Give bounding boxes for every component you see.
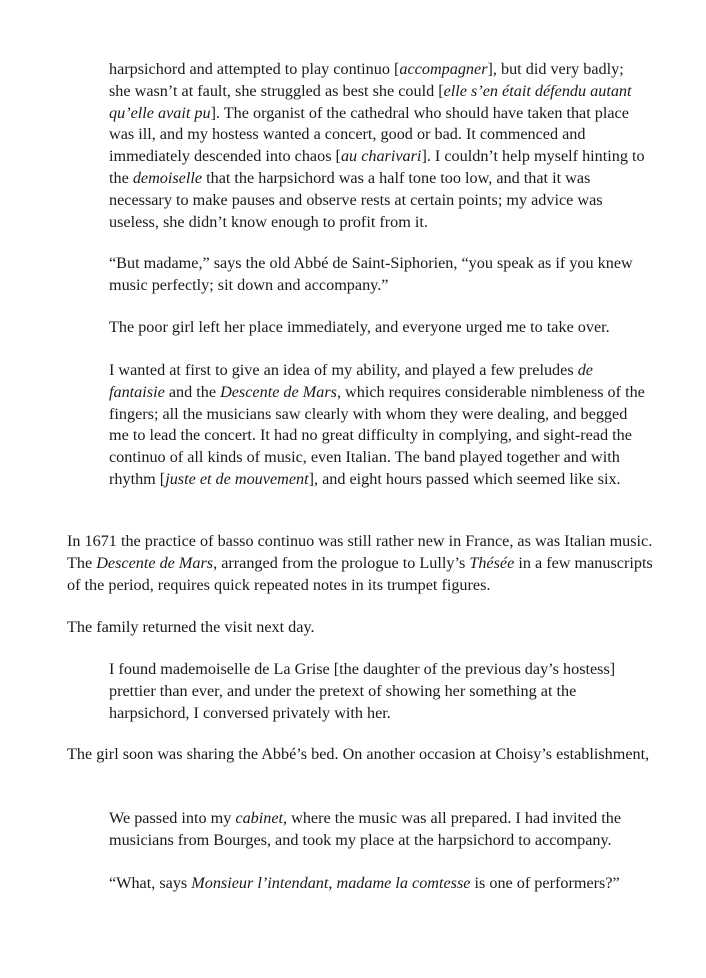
block-quote-poor-girl: The poor girl left her place immediately, and everyone urged me to take over.: [109, 318, 610, 336]
body-paragraph-visit: The family returned the visit next day.: [67, 618, 315, 636]
body-paragraph-choisy: The girl soon was sharing the Abbé’s bed. On another occasion at Choisy’s establishment,: [67, 745, 650, 763]
block-quote-preludes: I wanted at first to give an idea of my ability, and played a few preludes de fantaisie and the Descente de Mars, which requires considerable nimbleness of the fingers; all the musicians saw clearly with whom they were dealing, and begged me to lead the concert. It had no great difficulty in complying, and sight-read the continuo of all kinds of music, even Italian. The band played together and with rhythm [juste et de mouvement], and eight hours passed which seemed like six.: [109, 361, 645, 488]
block-quote-la-grise: I found mademoiselle de La Grise [the daughter of the previous day’s hostess] prettier than ever, and under the pretext of showing her something at the harpsichord, I conversed privately with her.: [109, 660, 616, 722]
block-quote-abbe: “But madame,” says the old Abbé de Saint-Siphorien, “you speak as if you knew music perfectly; sit down and accompany.”: [109, 254, 633, 294]
block-quote-intendant: “What, says Monsieur l’intendant, madame la comtesse is one of performers?”: [109, 874, 620, 892]
block-quote-concert: harpsichord and attempted to play continuo [accompagner], but did very badly; she wasn’t at fault, she struggled as best she could [elle s’en était défendu autant qu’elle avait pu]. The organist of the cathedral who should have taken that place was ill, and my hostess wanted a concert, good or bad. It commenced and immediately descended into chaos [au charivari]. I couldn’t help myself hinting to the demoiselle that the harpsichord was a half tone too low, and that it was necessary to make pauses and observe rests at certain points; my advice was useless, she didn’t know enough to profit from it.: [109, 60, 645, 231]
body-paragraph-continuo: In 1671 the practice of basso continuo was still rather new in France, as was Italian music. The Descente de Mars, arranged from the prologue to Lully’s Thésée in a few manuscripts of the period, requires quick repeated notes in its trumpet figures.: [67, 532, 653, 594]
block-quote-cabinet: We passed into my cabinet, where the music was all prepared. I had invited the musicians from Bourges, and took my place at the harpsichord to accompany.: [109, 809, 622, 849]
